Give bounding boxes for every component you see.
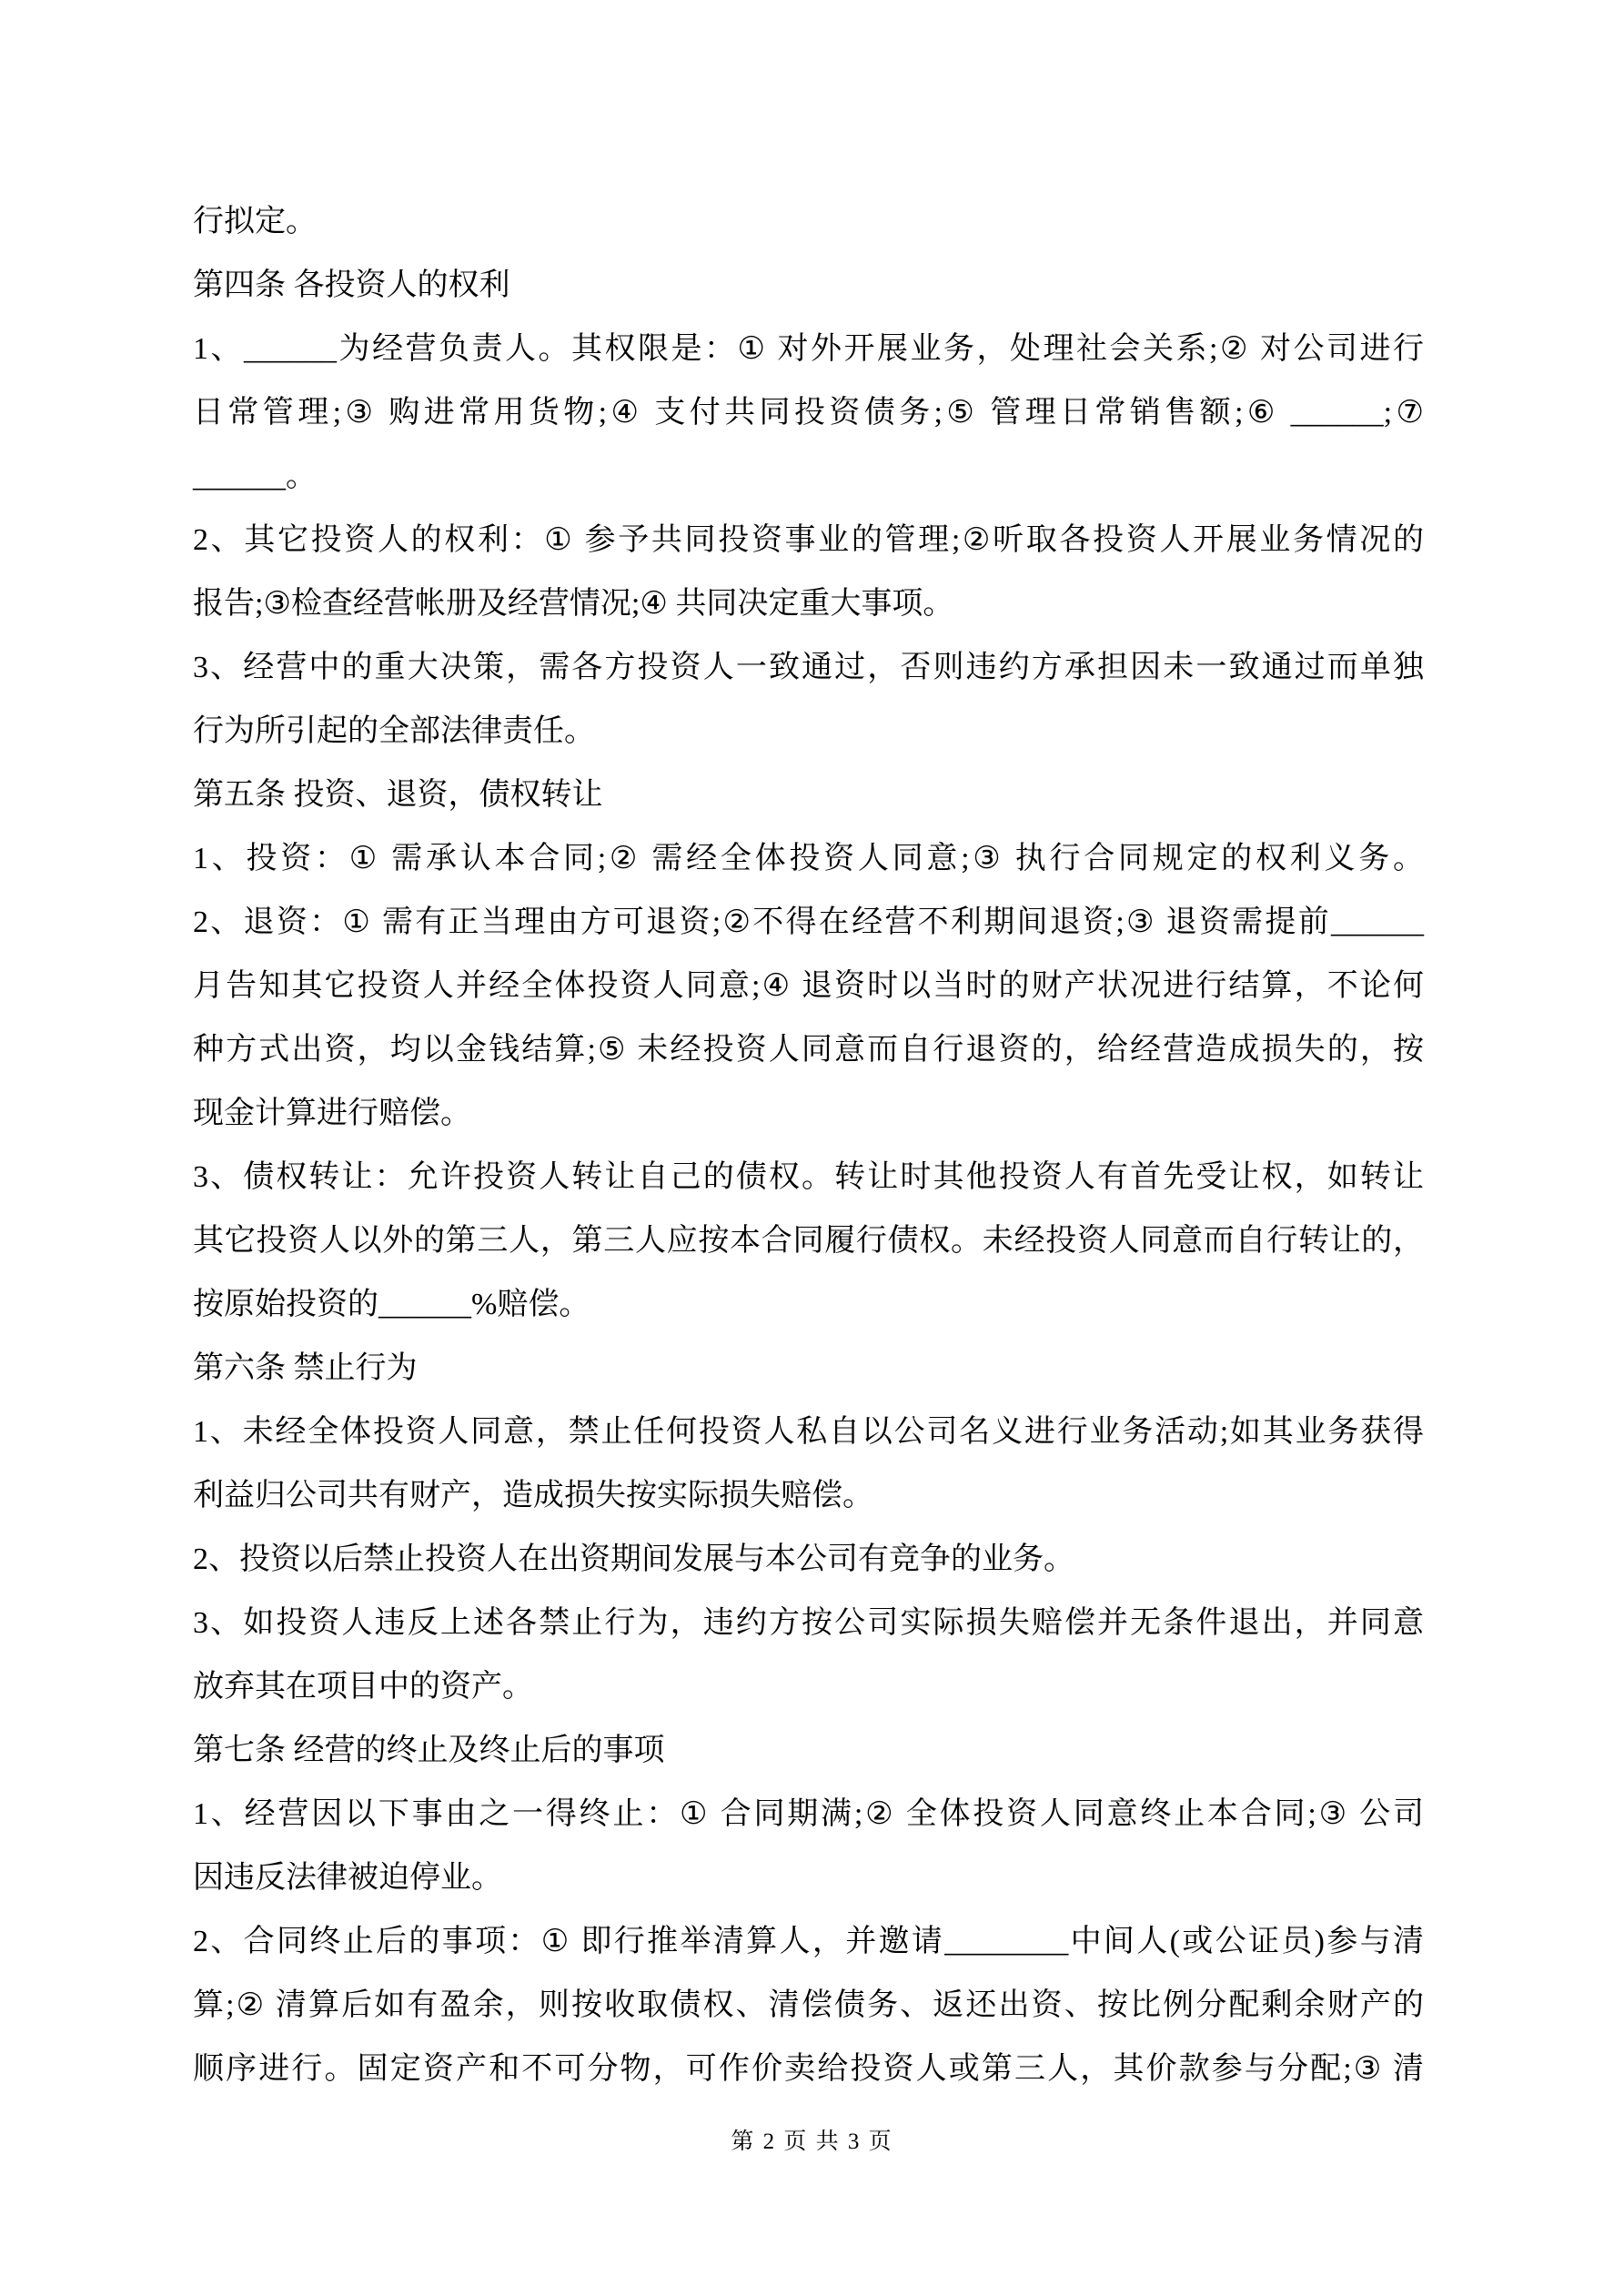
text-line: 种方式出资，均以金钱结算;⑤ 未经投资人同意而自行退资的，给经营造成损失的，按: [193, 1033, 1424, 1067]
section-heading-article-5: 第五条 投资、退资，债权转让: [193, 778, 603, 812]
text-line: 2、其它投资人的权利：① 参予共同投资事业的管理;②听取各投资人开展业务情况的: [193, 523, 1424, 557]
text-line: 日常管理;③ 购进常用货物;④ 支付共同投资债务;⑤ 管理日常销售额;⑥ ______;⑦: [193, 396, 1424, 430]
text-line: 行为所引起的全部法律责任。: [193, 714, 595, 748]
text-line: 1、未经全体投资人同意，禁止任何投资人私自以公司名义进行业务活动;如其业务获得: [193, 1415, 1424, 1449]
text-line: 其它投资人以外的第三人，第三人应按本合同履行债权。未经投资人同意而自行转让的，: [193, 1224, 1424, 1258]
text-line: 报告;③检查经营帐册及经营情况;④ 共同决定重大事项。: [193, 587, 954, 621]
text-line: 2、退资：① 需有正当理由方可退资;②不得在经营不利期间退资;③ 退资需提前______: [193, 905, 1424, 939]
text-line: 3、如投资人违反上述各禁止行为，违约方按公司实际损失赔偿并无条件退出，并同意: [193, 1606, 1424, 1640]
document-body: [193, 190, 1424, 2101]
page-number-footer: 第 2 页 共 3 页: [731, 2129, 893, 2154]
text-line: 1、投资：① 需承认本合同;② 需经全体投资人同意;③ 执行合同规定的权利义务。: [193, 842, 1424, 875]
text-line: 现金计算进行赔偿。: [193, 1097, 471, 1130]
text-line: 月告知其它投资人并经全体投资人同意;④ 退资时以当时的财产状况进行结算，不论何: [193, 969, 1424, 1003]
text-line: 1、经营因以下事由之一得终止：① 合同期满;② 全体投资人同意终止本合同;③ 公司: [193, 1797, 1424, 1831]
text-line: 行拟定。: [193, 205, 317, 238]
text-line: 放弃其在项目中的资产。: [193, 1670, 533, 1704]
text-line: 3、经营中的重大决策，需各方投资人一致通过，否则违约方承担因未一致通过而单独: [193, 651, 1424, 684]
section-heading-article-7: 第七条 经营的终止及终止后的事项: [193, 1734, 665, 1767]
text-line: 顺序进行。固定资产和不可分物，可作价卖给投资人或第三人，其价款参与分配;③ 清: [193, 2052, 1424, 2086]
section-heading-article-4: 第四条 各投资人的权利: [193, 268, 510, 302]
text-line: 按原始投资的______%赔偿。: [193, 1288, 590, 1321]
text-line: 1、______为经营负责人。其权限是：① 对外开展业务，处理社会关系;② 对公司进行: [193, 332, 1424, 366]
text-line: 2、合同终止后的事项：① 即行推举清算人，并邀请________中间人(或公证员)参与清: [193, 1925, 1424, 1958]
text-line: 利益归公司共有财产，造成损失按实际损失赔偿。: [193, 1479, 873, 1512]
text-line: ______。: [193, 460, 317, 493]
text-line: 2、投资以后禁止投资人在出资期间发展与本公司有竞争的业务。: [193, 1542, 1074, 1576]
text-line: 算;② 清算后如有盈余，则按收取债权、清偿债务、返还出资、按比例分配剩余财产的: [193, 1988, 1424, 2022]
section-heading-article-6: 第六条 禁止行为: [193, 1351, 418, 1385]
text-line: 3、债权转让：允许投资人转让自己的债权。转让时其他投资人有首先受让权，如转让: [193, 1160, 1424, 1194]
text-line: 因违反法律被迫停业。: [193, 1861, 502, 1895]
